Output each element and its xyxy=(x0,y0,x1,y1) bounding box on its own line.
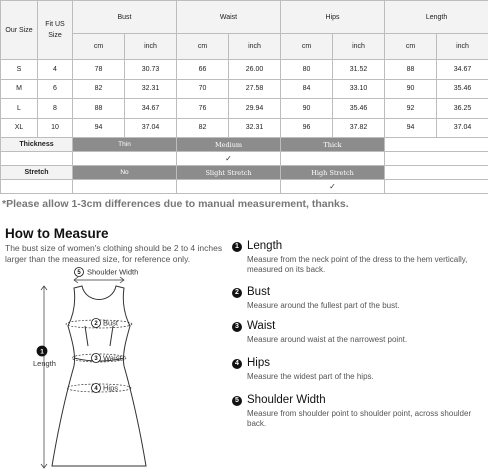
header-bust: Bust xyxy=(73,1,177,34)
cell-waist-inch: 32.31 xyxy=(229,118,281,138)
cell-hips-inch: 33.10 xyxy=(333,79,385,99)
cell-size: M xyxy=(1,79,38,99)
number-badge-icon: 1 xyxy=(232,242,242,252)
cell-hips-cm: 80 xyxy=(281,60,333,80)
cell-hips-inch: 37.82 xyxy=(333,118,385,138)
cell-size: L xyxy=(1,99,38,119)
definition-text: Measure around waist at the narrowest point. xyxy=(247,335,408,344)
empty-cell xyxy=(1,152,73,166)
badge-3: 3 xyxy=(94,356,98,363)
stretch-label: Stretch xyxy=(1,166,73,180)
cell-size: XL xyxy=(1,118,38,138)
definition-title: Bust xyxy=(247,286,271,298)
cell-length-inch: 37.04 xyxy=(437,118,488,138)
cell-hips-inch: 31.52 xyxy=(333,60,385,80)
empty-cell xyxy=(1,180,73,194)
dress-outline xyxy=(52,286,146,466)
label-waist: Waist xyxy=(103,353,122,363)
how-to-measure-title: How to Measure xyxy=(5,226,109,241)
badge-1: 1 xyxy=(40,348,44,356)
cell-length-cm: 88 xyxy=(385,60,437,80)
cell-bust-cm: 88 xyxy=(73,99,125,119)
cell-fit: 4 xyxy=(38,60,73,80)
empty-cell xyxy=(385,180,488,194)
badge-2: 2 xyxy=(94,321,98,328)
cell-waist-inch: 26.00 xyxy=(229,60,281,80)
stretch-option-high: High Stretch xyxy=(281,166,385,180)
definition-title: Shoulder Width xyxy=(247,394,326,406)
cell-length-cm: 94 xyxy=(385,118,437,138)
empty-cell xyxy=(385,152,488,166)
cell-hips-inch: 35.46 xyxy=(333,99,385,119)
label-shoulder-width: Shoulder Width xyxy=(87,267,139,277)
how-to-measure-description: The bust size of women's clothing should be 2 to 4 inches larger than the measured size, for reference only. xyxy=(5,243,223,264)
header-hips: Hips xyxy=(281,1,385,34)
header-waist: Waist xyxy=(177,1,281,34)
cell-bust-inch: 30.73 xyxy=(125,60,177,80)
cell-waist-cm: 66 xyxy=(177,60,229,80)
unit-cm: cm xyxy=(385,34,437,60)
label-hips: Hips xyxy=(103,383,119,393)
number-badge-icon: 5 xyxy=(232,396,242,406)
table-row xyxy=(1,60,488,80)
cell-waist-inch: 27.58 xyxy=(229,79,281,99)
definition-text: Measure around the fullest part of the bust. xyxy=(247,301,400,310)
cell-hips-cm: 90 xyxy=(281,99,333,119)
cell-length-cm: 92 xyxy=(385,99,437,119)
cell-waist-inch: 29.94 xyxy=(229,99,281,119)
size-chart-table xyxy=(0,0,488,194)
definition-text: Measure from shoulder point to shoulder point, across shoulder back. xyxy=(247,409,472,428)
unit-cm: cm xyxy=(73,34,125,60)
empty-cell xyxy=(73,180,177,194)
cell-waist-cm: 82 xyxy=(177,118,229,138)
unit-cm: cm xyxy=(177,34,229,60)
thickness-option-thin: Thin xyxy=(73,138,177,152)
label-length: Length xyxy=(33,359,56,368)
header-size: Our Size xyxy=(1,1,38,60)
cell-length-inch: 34.67 xyxy=(437,60,488,80)
number-badge-icon: 3 xyxy=(232,322,242,332)
thickness-option-medium: Medium xyxy=(177,138,281,152)
definition-text: Measure from the neck point of the dress to the hem vertically, measured on its back. xyxy=(247,255,468,274)
definition-text: Measure the widest part of the hips. xyxy=(247,372,374,381)
cell-length-inch: 36.25 xyxy=(437,99,488,119)
definition-title: Length xyxy=(247,240,283,252)
empty-cell xyxy=(385,138,488,152)
label-bust: Bust xyxy=(103,318,119,328)
definition-title: Hips xyxy=(247,357,271,369)
cell-fit: 8 xyxy=(38,99,73,119)
number-badge-icon: 2 xyxy=(232,288,242,298)
cell-waist-cm: 70 xyxy=(177,79,229,99)
cell-length-cm: 90 xyxy=(385,79,437,99)
stretch-option-slight: Slight Stretch xyxy=(177,166,281,180)
unit-inch: inch xyxy=(333,34,385,60)
empty-cell xyxy=(281,152,385,166)
measurement-note: *Please allow 1-3cm differences due to manual measurement, thanks. xyxy=(2,198,349,210)
empty-cell xyxy=(73,152,177,166)
cell-length-inch: 35.46 xyxy=(437,79,488,99)
cell-bust-cm: 94 xyxy=(73,118,125,138)
stretch-check-icon: ✓ xyxy=(281,180,385,194)
header-length: Length xyxy=(385,1,488,34)
cell-hips-cm: 84 xyxy=(281,79,333,99)
table-row xyxy=(1,118,488,138)
unit-inch: inch xyxy=(125,34,177,60)
unit-cm: cm xyxy=(281,34,333,60)
thickness-option-thick: Thick xyxy=(281,138,385,152)
header-fit-us: Fit US Size xyxy=(38,1,73,60)
cell-bust-inch: 32.31 xyxy=(125,79,177,99)
dress-diagram xyxy=(0,262,200,472)
stretch-option-no: No xyxy=(73,166,177,180)
empty-cell xyxy=(385,166,488,180)
cell-bust-inch: 34.67 xyxy=(125,99,177,119)
empty-cell xyxy=(177,180,281,194)
cell-fit: 6 xyxy=(38,79,73,99)
unit-inch: inch xyxy=(229,34,281,60)
thickness-check-icon: ✓ xyxy=(177,152,281,166)
cell-bust-inch: 37.04 xyxy=(125,118,177,138)
cell-bust-cm: 78 xyxy=(73,60,125,80)
cell-waist-cm: 76 xyxy=(177,99,229,119)
cell-hips-cm: 96 xyxy=(281,118,333,138)
cell-fit: 10 xyxy=(38,118,73,138)
cell-bust-cm: 82 xyxy=(73,79,125,99)
badge-5: 5 xyxy=(77,270,81,277)
table-row xyxy=(1,79,488,99)
cell-size: S xyxy=(1,60,38,80)
thickness-label: Thickness xyxy=(1,138,73,152)
number-badge-icon: 4 xyxy=(232,359,242,369)
definition-title: Waist xyxy=(247,320,276,332)
badge-4: 4 xyxy=(94,386,98,393)
unit-inch: inch xyxy=(437,34,488,60)
table-row xyxy=(1,99,488,119)
